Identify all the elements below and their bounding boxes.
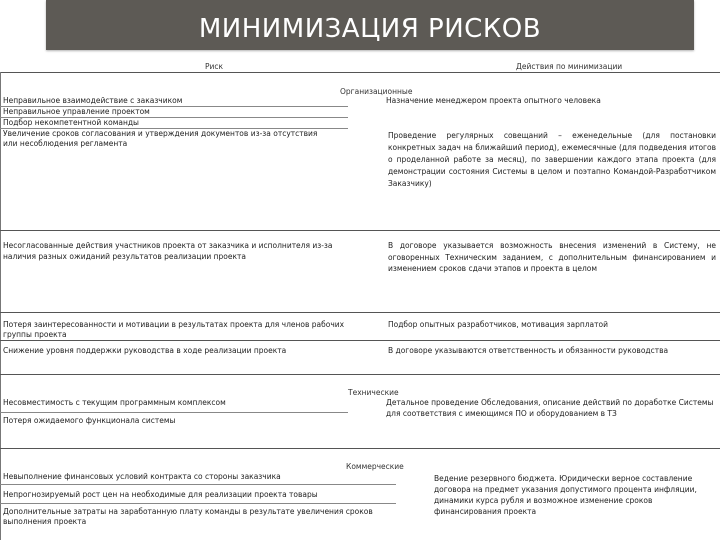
section-technical: Технические	[348, 388, 399, 397]
section-commercial: Коммерческие	[346, 462, 404, 471]
row-divider	[0, 503, 396, 504]
row-divider	[0, 448, 720, 449]
comm-risk-2: Непрогнозируемый рост цен на необходимые для реализации проекта товары	[3, 490, 318, 499]
org-action-5: В договоре указываются ответственность и обязанности руководства	[388, 346, 669, 355]
table-left-border	[0, 72, 1, 540]
page-title: МИНИМИЗАЦИЯ РИСКОВ	[46, 0, 694, 50]
header-risk: Риск	[205, 62, 224, 71]
org-risk-7: Снижение уровня поддержки руководства в ходе реализации проекта	[3, 346, 287, 355]
org-action-1: Назначение менеджером проекта опытного человека	[386, 96, 601, 105]
org-risk-3: Подбор некомпетентной команды	[3, 118, 139, 127]
row-divider	[0, 484, 396, 485]
org-risk-5: Несогласованные действия участников проекта от заказчика и исполнителя из-за наличия разных ожиданий результатов реализации проекта	[3, 241, 333, 261]
row-divider	[0, 312, 720, 313]
header-actions: Действия по минимизации	[516, 62, 623, 71]
tech-risk-1: Несовместимость с текущим программным комплексом	[3, 398, 226, 407]
tech-risk-2: Потеря ожидаемого функционала системы	[3, 416, 176, 425]
tech-action-1: Детальное проведение Обследования, описание действий по доработке Системы для соответствия с имеющимся ПО и оборудованием в ТЗ	[386, 398, 714, 418]
row-divider	[0, 340, 720, 341]
org-action-2: Проведение регулярных совещаний – еженедельные (для постановки конкретных задач на ближайший период), ежемесячные (для подведения итогов о проделанной работе за месяц), по завершении каждого этапа проекта (для демонстрации состояния Системы в целом и поэтапно Командой-Разработчиком Заказчику)	[388, 131, 716, 188]
section-organizational: Организационные	[340, 87, 413, 96]
row-divider	[0, 412, 348, 413]
comm-risk-3: Дополнительные затраты на заработанную плату команды в результате увеличения сроков выполнения проекта	[3, 507, 373, 526]
row-divider	[0, 374, 720, 375]
org-action-3: В договоре указывается возможность внесения изменений в Систему, не оговоренных Техническим заданием, с дополнительным финансированием и изменением сроков сдачи этапов и проекта в целом	[388, 241, 716, 273]
org-risk-2: Неправильное управление проектом	[3, 107, 150, 116]
org-risk-1: Неправильное взаимодействие с заказчиком	[3, 96, 183, 105]
org-risk-4: Увеличение сроков согласования и утверждения документов из-за отсутствия или несоблюдения регламента	[3, 129, 318, 148]
row-divider	[0, 230, 720, 231]
org-action-4: Подбор опытных разработчиков, мотивация зарплатой	[388, 320, 608, 329]
comm-risk-1: Невыполнение финансовых условий контракта со стороны заказчика	[3, 472, 281, 481]
header-divider	[0, 72, 720, 73]
org-risk-6: Потеря заинтересованности и мотивации в результатах проекта для членов рабочих группы проекта	[3, 320, 345, 339]
comm-action-1: Ведение резервного бюджета. Юридически верное составление договора на предмет указания допустимого процента инфляции, динамики курса рубля и возможное изменение сроков финансирования проекта	[434, 474, 697, 516]
